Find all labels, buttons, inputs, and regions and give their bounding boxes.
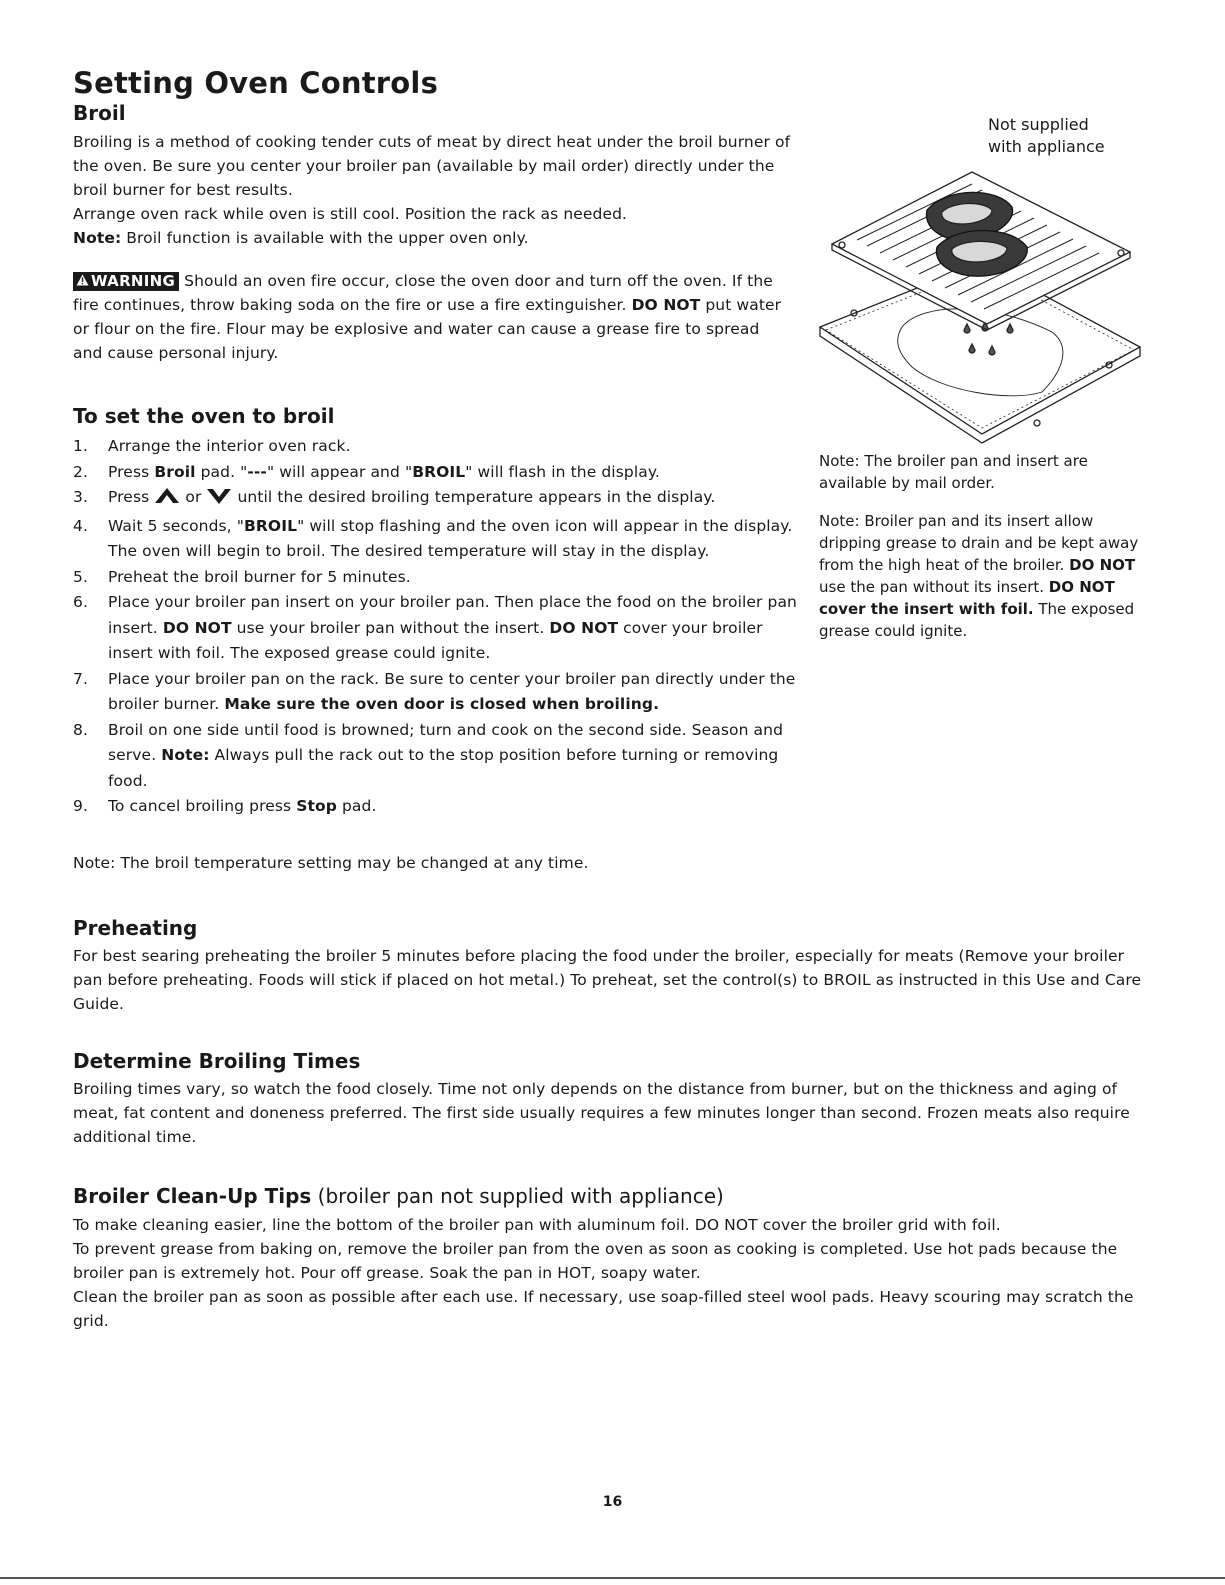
list-item: 3. Press or until the desired broiling temperature appears in the display.: [73, 485, 803, 514]
warning-badge: [73, 272, 179, 291]
cleanup-text: [73, 1213, 1148, 1333]
broil-para-1: Broiling is a method of cooking tender cuts of meat by direct heat under the broil burner of the oven. Be sure you center your broiler pan (available by mail order) directly under the broil burner for best results.: [73, 133, 791, 199]
note-label: Note:: [73, 229, 122, 247]
page-number: 16: [602, 1494, 623, 1510]
broil-footnote: Note: The broil temperature setting may be changed at any time.: [73, 854, 589, 872]
warning-label: WARNING: [91, 272, 176, 290]
broil-intro: [73, 130, 793, 250]
broil-heading: Broil: [73, 101, 126, 125]
list-item: 9. To cancel broiling press Stop pad.: [73, 797, 377, 815]
broil-steps-list: [73, 434, 803, 820]
list-item: 8. Broil on one side until food is browned; turn and cook on the second side. Season and serve. Note: Always pull the rack out to the stop position before turning or removing food.: [73, 720, 784, 790]
broiling-times-text: Broiling times vary, so watch the food closely. Time not only depends on the distance from burner, but on the thickness and aging of meat, fat content and doneness preferred. The first side usually requires a few minutes longer than second. Frozen meats also require additional time.: [73, 1080, 1130, 1146]
page-title: Setting Oven Controls: [73, 66, 439, 100]
cleanup-para-2: To prevent grease from baking on, remove the broiler pan from the oven as soon as cooking is completed. Use hot pads because the broiler pan is extremely hot. Pour off grease. Soak the pan in HOT, soapy water.: [73, 1240, 1118, 1282]
cleanup-heading: Broiler Clean-Up Tips (broiler pan not supplied with appliance): [73, 1184, 724, 1208]
list-item: 4. Wait 5 seconds, "BROIL" will stop flashing and the oven icon will appear in the display. The oven will begin to broil. The desired temperature will stay in the display.: [73, 516, 793, 560]
warning-block: [73, 269, 793, 365]
down-arrow-icon: [206, 487, 232, 514]
preheating-heading: Preheating: [73, 916, 198, 940]
broil-note: [73, 226, 793, 250]
up-arrow-icon: [154, 487, 180, 514]
figure-note-1: Note: The broiler pan and insert are available by mail order.: [819, 452, 1088, 492]
cleanup-para-1: To make cleaning easier, line the bottom of the broiler pan with aluminum foil. DO NOT cover the broiler grid with foil.: [73, 1216, 1001, 1234]
warning-do-not: DO NOT: [631, 296, 701, 314]
list-item: 1. Arrange the interior oven rack.: [73, 437, 351, 455]
warning-text-2: put water or flour on the fire. Flour may be explosive and water can cause a grease fire to spread and cause personal injury.: [73, 296, 782, 362]
bottom-divider: [0, 1577, 1225, 1579]
cleanup-para-3: Clean the broiler pan as soon as possible after each use. If necessary, use soap-filled steel wool pads. Heavy scouring may scratch the grid.: [73, 1288, 1134, 1330]
list-item: 2. Press Broil pad. "---" will appear and "BROIL" will flash in the display.: [73, 462, 660, 481]
preheating-text: For best searing preheating the broiler 5 minutes before placing the food under the broiler, especially for meats (Remove your broiler pan before preheating. Foods will stick if placed on hot metal.) To preheat, set the control(s) to BROIL as instructed in this Use and Care Guide.: [73, 947, 1142, 1013]
caption-line-1: Not supplied: [988, 115, 1089, 134]
broiling-times-heading: Determine Broiling Times: [73, 1049, 361, 1073]
warning-text-1: Should an oven fire occur, close the oven door and turn off the oven. If the fire continues, throw baking soda on the fire or use a fire extinguisher.: [73, 272, 773, 314]
set-broil-heading: To set the oven to broil: [73, 404, 335, 428]
broiler-pan-illustration: [812, 152, 1147, 444]
note-text: Broil function is available with the upper oven only.: [121, 229, 529, 247]
list-item: 7. Place your broiler pan on the rack. Be sure to center your broiler pan directly under the broiler burner. Make sure the oven door is closed when broiling.: [73, 669, 796, 713]
list-item: 6. Place your broiler pan insert on your broiler pan. Then place the food on the broiler pan insert. DO NOT use your broiler pan without the insert. DO NOT cover your broiler insert with foil. The exposed grease could ignite.: [73, 593, 797, 662]
warning-triangle-icon: [76, 272, 89, 291]
list-item: 5. Preheat the broil burner for 5 minutes.: [73, 567, 411, 586]
broil-para-2: Arrange oven rack while oven is still cool. Position the rack as needed.: [73, 205, 628, 223]
caption-line-2: with appliance: [988, 137, 1105, 156]
figure-note-2: Note: Broiler pan and its insert allow dripping grease to drain and be kept away from the high heat of the broiler. DO NOT use the pan without its insert. DO NOT cover the insert with foil. The exposed grease could ignite.: [819, 512, 1139, 640]
